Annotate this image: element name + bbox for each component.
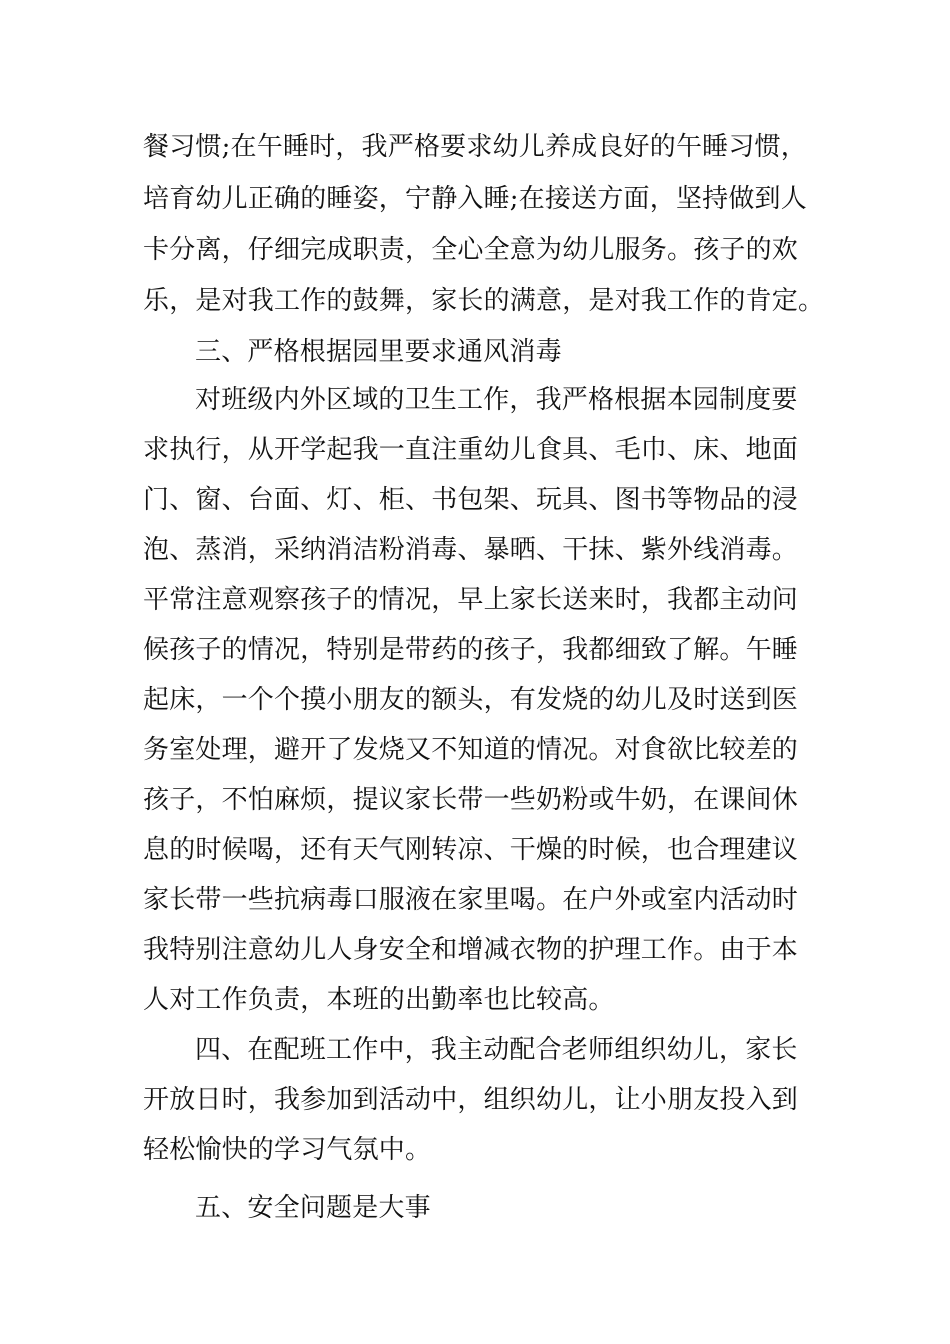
text-line: 平常注意观察孩子的情况，早上家长送来时，我都主动问 <box>143 585 799 615</box>
text-line: 轻松愉快的学习气氛中。 <box>143 1135 432 1165</box>
section-heading: 四、在配班工作中，我主动配合老师组织幼儿，家长 <box>195 1035 798 1065</box>
text-line: 孩子，不怕麻烦，提议家长带一些奶粉或牛奶，在课间休 <box>143 785 799 815</box>
text-line: 门、窗、台面、灯、柜、书包架、玩具、图书等物品的浸 <box>143 485 799 515</box>
text-line: 餐习惯;在午睡时，我严格要求幼儿养成良好的午睡习惯， <box>143 132 807 162</box>
text-line: 开放日时，我参加到活动中，组织幼儿，让小朋友投入到 <box>143 1085 799 1115</box>
section-heading: 三、严格根据园里要求通风消毒 <box>195 337 562 367</box>
text-line: 家长带一些抗病毒口服液在家里喝。在户外或室内活动时 <box>143 885 799 915</box>
text-line: 务室处理，避开了发烧又不知道的情况。对食欲比较差的 <box>143 735 799 765</box>
text-line: 乐，是对我工作的鼓舞，家长的满意，是对我工作的肯定。 <box>143 286 825 316</box>
section-heading: 五、安全问题是大事 <box>195 1193 431 1223</box>
text-line: 卡分离，仔细完成职责，全心全意为幼儿服务。孩子的欢 <box>143 235 799 265</box>
text-line: 息的时候喝，还有天气刚转凉、干燥的时候，也合理建议 <box>143 835 799 865</box>
text-line: 我特别注意幼儿人身安全和增减衣物的护理工作。由于本 <box>143 935 799 965</box>
text-line: 候孩子的情况，特别是带药的孩子，我都细致了解。午睡 <box>143 635 799 665</box>
text-line: 人对工作负责，本班的出勤率也比较高。 <box>143 985 615 1015</box>
text-line: 对班级内外区域的卫生工作，我严格根据本园制度要 <box>195 385 798 415</box>
text-line: 起床，一个个摸小朋友的额头，有发烧的幼儿及时送到医 <box>143 685 799 715</box>
text-line: 泡、蒸消，采纳消洁粉消毒、暴晒、干抹、紫外线消毒。 <box>143 535 799 565</box>
text-line: 培育幼儿正确的睡姿，宁静入睡;在接送方面，坚持做到人 <box>143 184 807 214</box>
text-line: 求执行，从开学起我一直注重幼儿食具、毛巾、床、地面 <box>143 435 799 465</box>
